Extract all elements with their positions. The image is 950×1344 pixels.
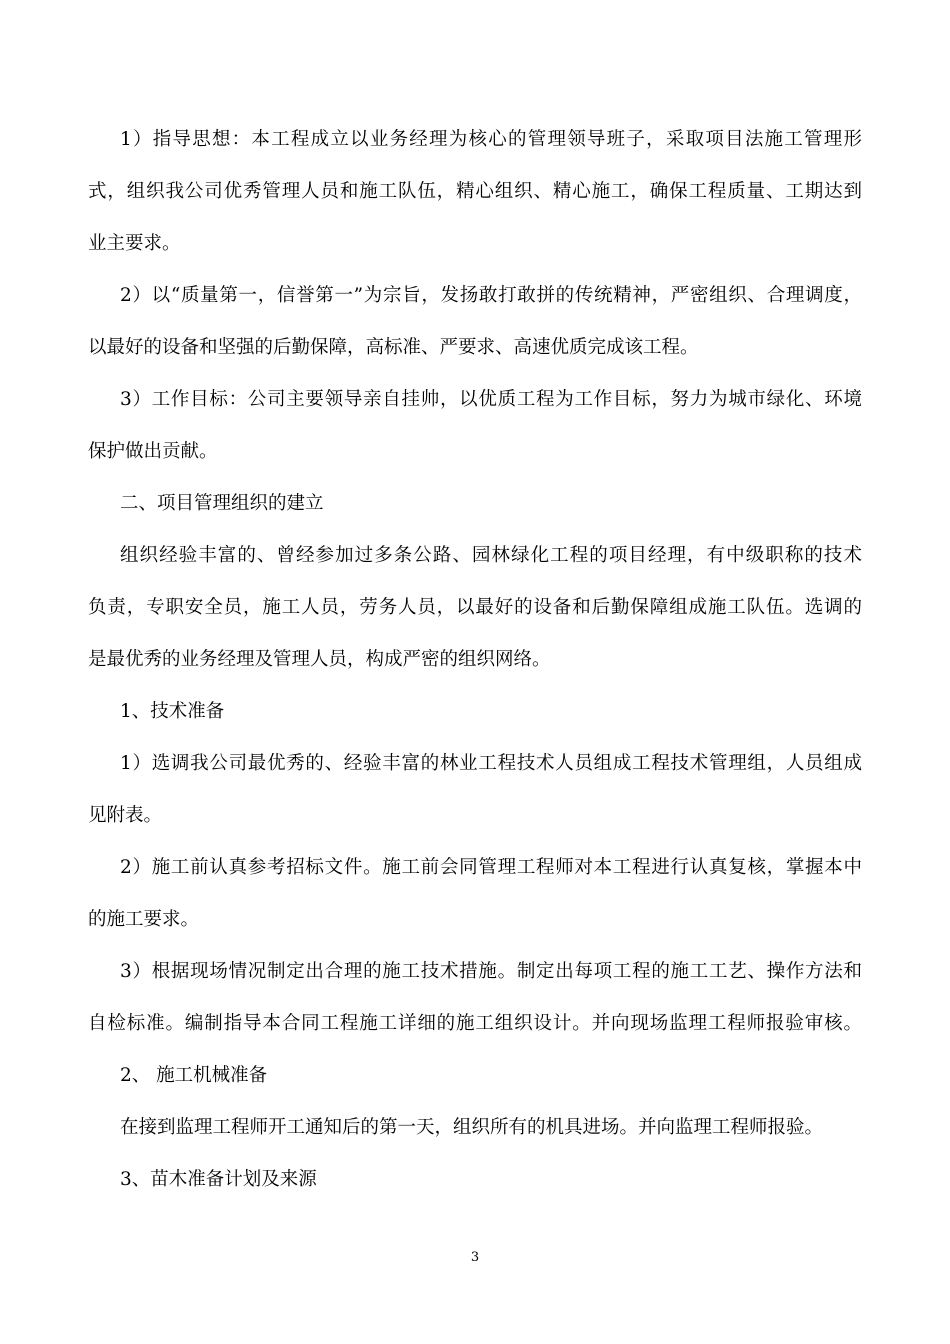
paragraph-3-line-2: 保护做出贡献。 [88, 441, 218, 462]
page-number: 3 [470, 1250, 480, 1265]
subsection-heading-2: 2、 施工机械准备 [120, 1065, 268, 1086]
paragraph-7-line-1: 3）根据现场情况制定出合理的施工技术措施。制定出每项工程的施工工艺、操作方法和 [120, 961, 862, 982]
paragraph-7-line-2: 自检标准。编制指导本合同工程施工详细的施工组织设计。并向现场监理工程师报验审核。 [88, 1013, 862, 1034]
paragraph-1-line-3: 业主要求。 [88, 233, 181, 254]
paragraph-3-line-1: 3）工作目标：公司主要领导亲自挂帅，以优质工程为工作目标，努力为城市绿化、环境 [120, 389, 862, 410]
subsection-heading-3: 3、苗木准备计划及来源 [120, 1169, 317, 1190]
subsection-heading-1: 1、技术准备 [120, 701, 225, 722]
paragraph-1-line-2: 式，组织我公司优秀管理人员和施工队伍，精心组织、精心施工，确保工程质量、工期达到 [88, 181, 862, 202]
section-heading-2: 二、项目管理组织的建立 [120, 493, 324, 514]
paragraph-5-line-2: 见附表。 [88, 805, 163, 826]
paragraph-8-line-1: 在接到监理工程师开工通知后的第一天，组织所有的机具进场。并向监理工程师报验。 [120, 1117, 824, 1138]
paragraph-1-line-1: 1）指导思想：本工程成立以业务经理为核心的管理领导班子，采取项目法施工管理形 [120, 129, 862, 150]
paragraph-5-line-1: 1）选调我公司最优秀的、经验丰富的林业工程技术人员组成工程技术管理组，人员组成 [120, 753, 862, 774]
paragraph-4-line-3: 是最优秀的业务经理及管理人员，构成严密的组织网络。 [88, 649, 551, 670]
paragraph-2-line-2: 以最好的设备和坚强的后勤保障，高标准、严要求、高速优质完成该工程。 [88, 337, 699, 358]
paragraph-4-line-1: 组织经验丰富的、曾经参加过多条公路、园林绿化工程的项目经理，有中级职称的技术 [120, 545, 862, 566]
paragraph-6-line-1: 2）施工前认真参考招标文件。施工前会同管理工程师对本工程进行认真复核，掌握本中 [120, 857, 862, 878]
paragraph-2-line-1: 2）以“质量第一，信誉第一”为宗旨，发扬敢打敢拼的传统精神，严密组织、合理调度， [120, 285, 862, 306]
paragraph-4-line-2: 负责，专职安全员，施工人员，劳务人员，以最好的设备和后勤保障组成施工队伍。选调的 [88, 597, 862, 618]
paragraph-6-line-2: 的施工要求。 [88, 909, 200, 930]
